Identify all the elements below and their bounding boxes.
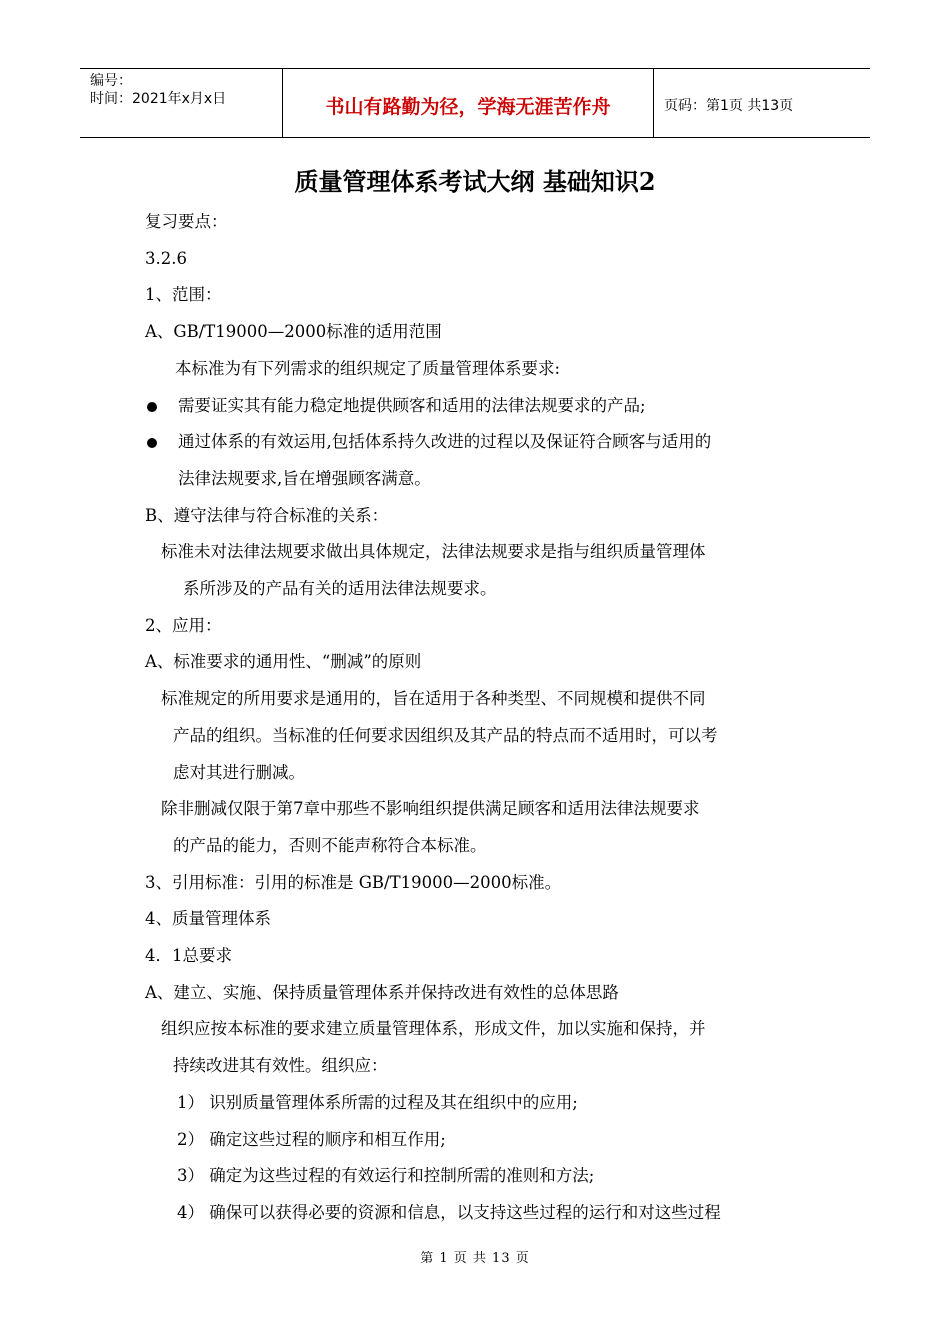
header-meta	[80, 69, 282, 137]
header-motto: 书山有路勤为径，学海无涯苦作舟	[282, 69, 654, 137]
bullet-dot-icon	[147, 402, 157, 412]
review-points-heading: 复习要点：	[145, 212, 228, 231]
heading-scope: 1、范围：	[145, 285, 222, 305]
paragraph-line: 本标准为有下列需求的组织规定了质量管理体系要求:	[175, 358, 561, 378]
bullet-text: 通过体系的有效运用,包括体系持久改进的过程以及保证符合顾客与适用的	[178, 432, 712, 452]
subheading-scope-b: B、遵守法律与符合标准的关系：	[145, 505, 389, 525]
page-footer: 第 1 页 共 13 页	[420, 1251, 530, 1266]
numbered-item: 2） 确定这些过程的顺序和相互作用;	[177, 1129, 446, 1149]
paragraph-line: 除非删减仅限于第7章中那些不影响组织提供满足顾客和适用法律法规要求	[161, 799, 700, 819]
paragraph-line: 系所涉及的产品有关的适用法律法规要求。	[183, 579, 497, 599]
paragraph-line: 标准未对法律法规要求做出具体规定，法律法规要求是指与组织质量管理体	[161, 542, 706, 562]
document-body	[145, 204, 825, 1232]
paragraph-line: 产品的组织。当标准的任何要求因组织及其产品的特点而不适用时，可以考	[173, 725, 718, 745]
header-page-info: 页码：第1页 共13页	[664, 98, 794, 114]
heading-references: 3、引用标准：引用的标准是 GB/T19000—2000标准。	[145, 872, 562, 892]
heading-qms: 4、质量管理体系	[145, 909, 271, 929]
paragraph-line: 的产品的能力，否则不能声称符合本标准。	[173, 835, 487, 855]
bullet-item	[145, 388, 825, 425]
bullet-text: 需要证实其有能力稳定地提供顾客和适用的法律法规要求的产品;	[178, 395, 646, 415]
header-time-label: 时间：2021年x月x日	[90, 91, 227, 107]
paragraph-line: 组织应按本标准的要求建立质量管理体系，形成文件，加以实施和保持，并	[161, 1019, 706, 1039]
header-number-label: 编号：	[90, 73, 132, 89]
paragraph-line: 持续改进其有效性。组织应：	[173, 1056, 388, 1076]
paragraph-line: 标准规定的所用要求是通用的，旨在适用于各种类型、不同规模和提供不同	[161, 689, 706, 709]
document-title: 质量管理体系考试大纲 基础知识2	[294, 167, 656, 196]
numbered-item: 1） 识别质量管理体系所需的过程及其在组织中的应用;	[177, 1092, 578, 1112]
page-header	[80, 68, 870, 138]
bullet-continuation: 法律法规要求,旨在增强顾客满意。	[178, 468, 431, 488]
section-number: 3.2.6	[145, 248, 187, 268]
heading-application: 2、应用：	[145, 615, 222, 635]
numbered-item: 4） 确保可以获得必要的资源和信息，以支持这些过程的运行和对这些过程	[177, 1202, 721, 1222]
heading-general-requirements: 4．1总要求	[145, 946, 232, 966]
subheading-qms-a: A、建立、实施、保持质量管理体系并保持改进有效性的总体思路	[145, 982, 619, 1002]
paragraph-line: 虑对其进行删减。	[173, 762, 305, 782]
subheading-scope-a: A、GB/T19000—2000标准的适用范围	[145, 322, 442, 342]
bullet-item	[145, 424, 825, 461]
numbered-item: 3） 确定为这些过程的有效运行和控制所需的准则和方法;	[177, 1166, 595, 1186]
subheading-application-a: A、标准要求的通用性、“删减”的原则	[145, 652, 422, 672]
bullet-dot-icon	[147, 438, 157, 448]
